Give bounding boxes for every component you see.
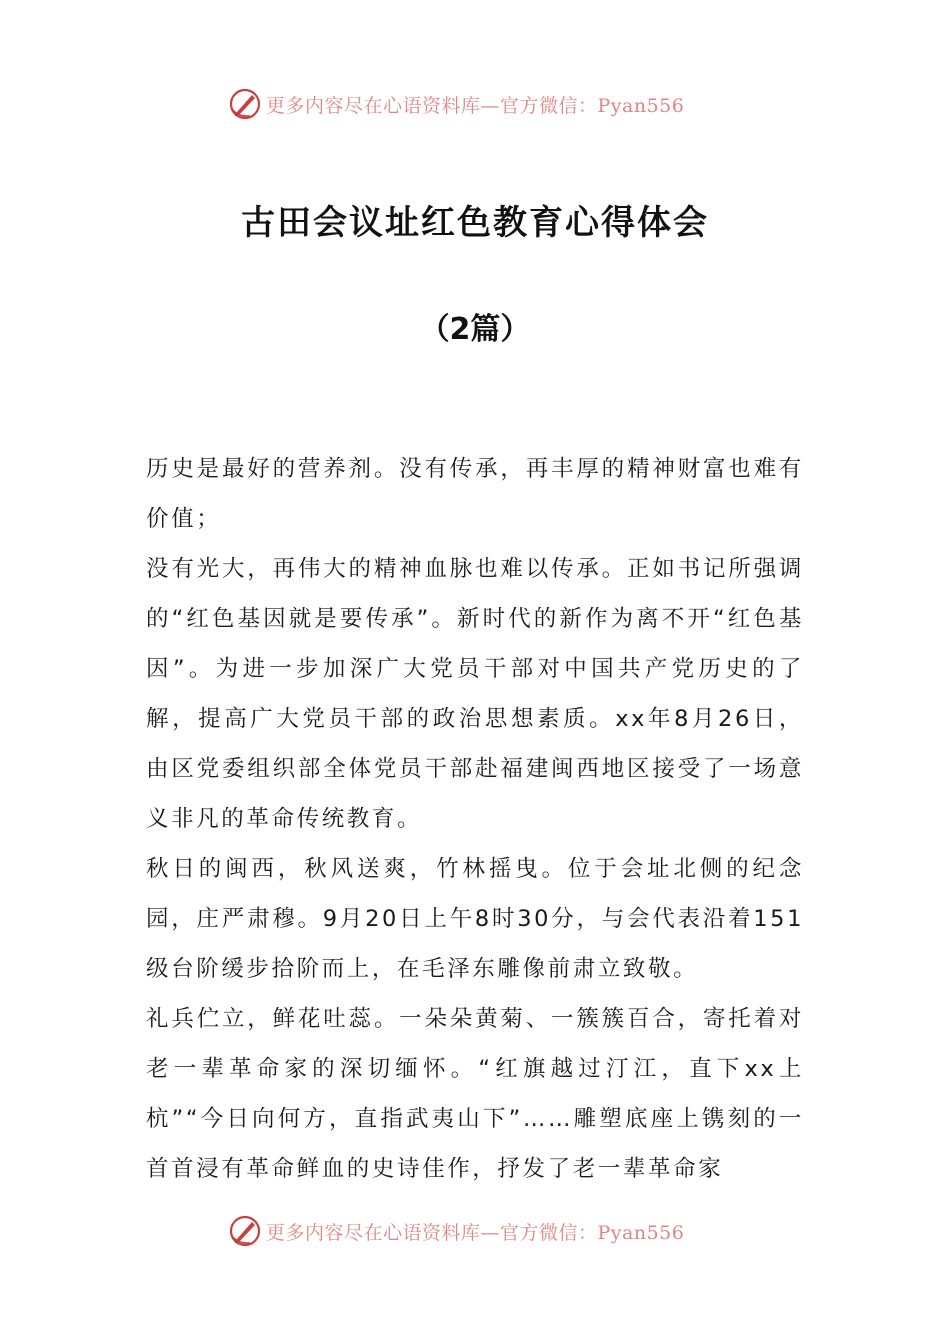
- document-subtitle: （2篇）: [419, 312, 531, 347]
- paragraph: 秋日的闽西，秋风送爽，竹林摇曳。位于会址北侧的纪念园，庄严肃穆。9月20日上午8时30分，与会代表沿着151级台阶缓步拾阶而上，在毛泽东雕像前肃立致敬。: [146, 856, 804, 982]
- quill-pen-logo-icon: [228, 1214, 262, 1248]
- watermark-text: 更多内容尽在心语资料库—官方微信：Pyan556: [266, 94, 685, 117]
- watermark-text: 更多内容尽在心语资料库—官方微信：Pyan556: [266, 1221, 685, 1244]
- quill-pen-logo-icon: [228, 87, 262, 121]
- document-title: 古田会议址红色教育心得体会: [241, 202, 709, 243]
- paragraph: 历史是最好的营养剂。没有传承，再丰厚的精神财富也难有价值；: [146, 456, 804, 532]
- paragraph: 礼兵伫立，鲜花吐蕊。一朵朵黄菊、一簇簇百合，寄托着对老一辈革命家的深切缅怀。“红旗越过汀江，直下xx上杭”“今日向何方，直指武夷山下”……雕塑底座上镌刻的一首首浸有革命鲜血的史诗佳作，抒发了老一辈革命家: [146, 1006, 804, 1182]
- header-watermark: [228, 84, 684, 124]
- document-body: [146, 444, 804, 1194]
- footer-watermark: [228, 1211, 684, 1251]
- paragraph: 没有光大，再伟大的精神血脉也难以传承。正如书记所强调的“红色基因就是要传承”。新时代的新作为离不开“红色基因”。为进一步加深广大党员干部对中国共产党历史的了解，提高广大党员干部的政治思想素质。xx年8月26日，由区党委组织部全体党员干部赴福建闽西地区接受了一场意义非凡的革命传统教育。: [146, 556, 804, 832]
